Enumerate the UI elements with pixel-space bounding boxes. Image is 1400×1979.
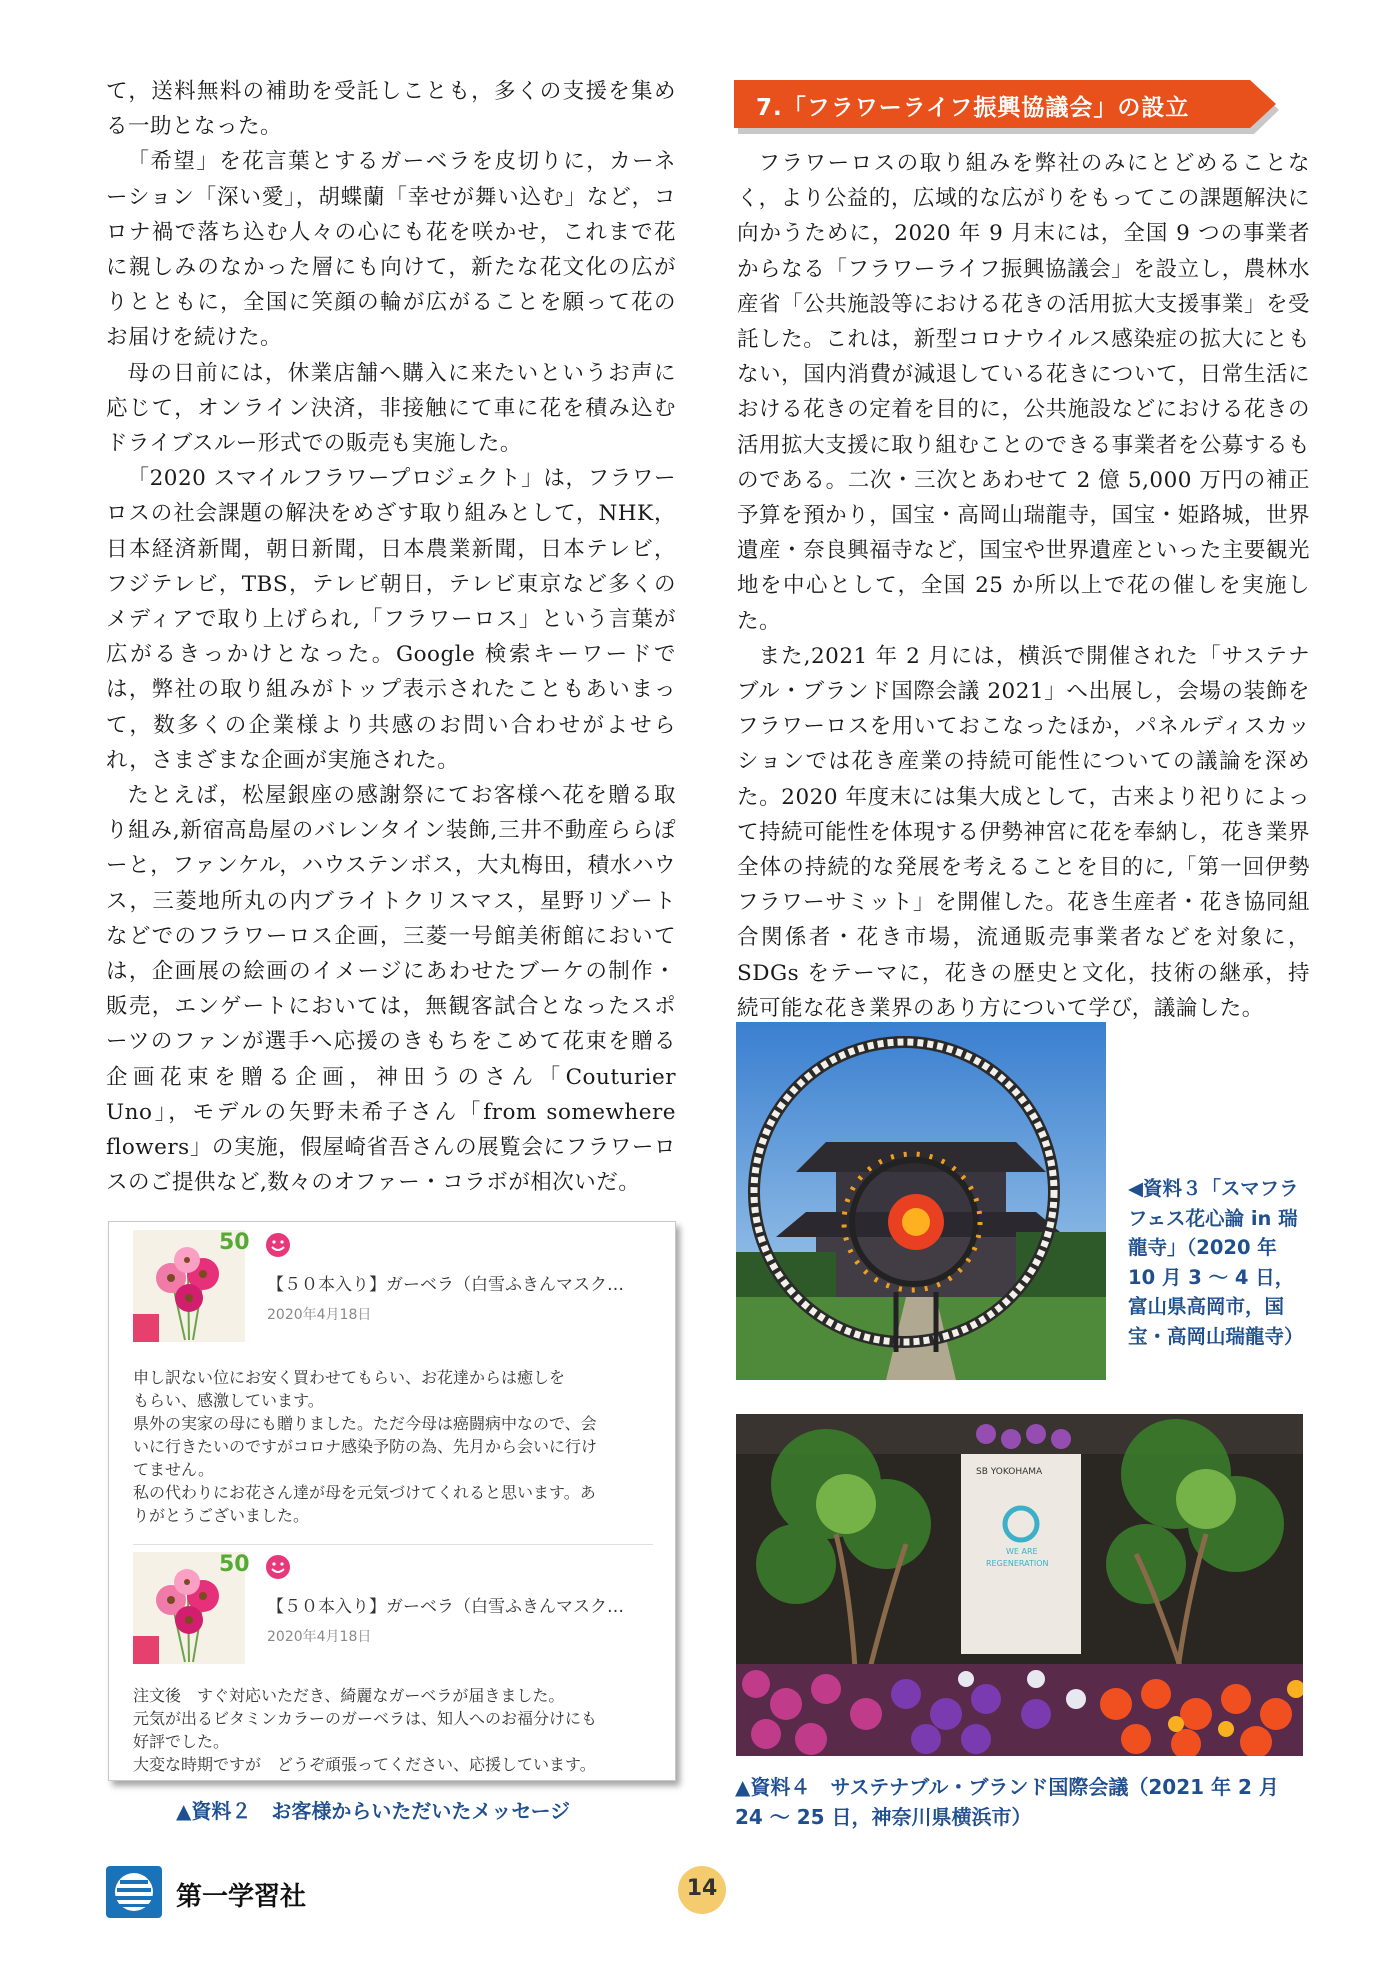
review-line: もらい、感激しています。 xyxy=(133,1391,324,1410)
review-body xyxy=(133,1684,663,1776)
left-paragraph-4: 「2020 スマイルフラワープロジェクト」は，フラワーロスの社会課題の解決をめざす取り組みとして，NHK，日本経済新聞，朝日新聞，日本農業新聞，日本テレビ，フジテレビ，TBS，テレビ朝日，テレビ東京など多くのメディアで取り上げられ,「フラワーロス」という言葉が広がるきっかけとなった。Google 検索キーワードでは，弊社の取り組みがトップ表示されたこともあいまって，数多くの企業様より共感のお問い合わせがよせられ，さまざまな企画が実施された。 xyxy=(106,466,676,773)
page-number-badge xyxy=(678,1866,726,1914)
review-line: りがとうございました。 xyxy=(133,1506,310,1525)
caption-material-4: ▲資料４ サステナブル・ブランド国際会議（2021 年 2 月 24 ～ 25 日，神奈川県横浜市） xyxy=(735,1775,1279,1829)
page-number: 14 xyxy=(686,1876,718,1901)
right-column xyxy=(737,146,1310,1026)
right-paragraph-2: また,2021 年 2 月には，横浜で開催された「サステナブル・ブランド国際会議 2021」へ出展し，会場の装飾をフラワーロスを用いておこなったほか，パネルディスカッションでは花き産業の持続可能性についての議論を深めた。2020 年度末には集大成として，古来より祀りによって持続可能性を体現する伊勢神宮に花を奉納し，花き業界全体の持続的な発展を考えることを目的に,「第一回伊勢フラワーサミット」を開催した。花き生産者・花き協同組合関係者・花き市場，流通販売事業者などを対象に，SDGs をテーマに，花きの歴史と文化，技術の継承，持続可能な花き業界のあり方について学び，議論した。 xyxy=(737,643,1310,1021)
photo-zuiryuji-flower-ring xyxy=(736,1022,1106,1380)
left-column xyxy=(106,74,676,1201)
review-product-name: 【５０本入り】ガーベラ（白雪ふきんマスク… xyxy=(267,1597,624,1617)
review-line: 元気が出るビタミンカラーのガーベラは、知人へのお福分けにも xyxy=(133,1709,598,1728)
right-paragraph-1: フラワーロスの取り組みを弊社のみにとどめることなく，より公益的，広域的な広がりをもってこの課題解決に向かうために，2020 年 9 月末には，全国 9 つの事業者からなる「フラワーライフ振興協議会」を設立し，農林水産省「公共施設等における花きの活用拡大支援事業」を受託した。これは，新型コロナウイルス感染症の拡大にともない，国内消費が減退している花きについて，日常生活における花きの定着を目的に，公共施設などにおける花きの活用拡大支援に取り組むことのできる事業者を公募するものである。二次・三次とあわせて 2 億 5,000 万円の補正予算を預かり，国宝・高岡山瑞龍寺，国宝・姫路城，世界遺産・奈良興福寺など，国宝や世界遺産といった主要観光地を中心として，全国 25 か所以上で花の催しを実施した。 xyxy=(737,151,1310,634)
review-rating: 50 xyxy=(219,1230,250,1255)
review-product-name: 【５０本入り】ガーベラ（白雪ふきんマスク… xyxy=(267,1275,624,1295)
review-line: いに行きたいのですがコロナ感染予防の為、先月から会いに行け xyxy=(133,1437,598,1456)
photo-sustainable-brands-booth xyxy=(736,1414,1303,1756)
left-paragraph-1: て，送料無料の補助を受託しことも，多くの支援を集める一助となった。 xyxy=(106,79,676,140)
left-paragraph-2: 「希望」を花言葉とするガーベラを皮切りに，カーネーション「深い愛」，胡蝶蘭「幸せが舞い込む」など，コロナ禍で落ち込む人々の心にも花を咲かせ，これまで花に親しみのなかった層にも向けて，新たな花文化の広がりとともに，全国に笑顔の輪が広がることを願って花のお届けを続けた。 xyxy=(106,149,676,351)
left-paragraph-3: 母の日前には，休業店舗へ購入に来たいというお声に応じて，オンライン決済，非接触にて車に花を積み込むドライブスルー形式での販売も実施した。 xyxy=(106,360,676,457)
review-date: 2020年4月18日 xyxy=(267,1307,372,1323)
caption-material-2: ▲資料２ お客様からいただいたメッセージ xyxy=(176,1799,571,1823)
caption-material-3: ◀資料３「スマフラフェス花心論 in 瑞龍寺」（2020 年 10 月 3 ～ 4 日，富山県高岡市，国宝・高岡山瑞龍寺） xyxy=(1128,1177,1304,1348)
review-line: 好評でした。 xyxy=(133,1732,230,1751)
footer-company-name: 第一学習社 xyxy=(176,1882,307,1912)
booth-sign-line2: REGENERATION xyxy=(986,1559,1049,1568)
smiley-icon xyxy=(265,1232,291,1262)
booth-sign-line1: WE ARE xyxy=(1006,1547,1038,1556)
review-line: てません。 xyxy=(133,1460,214,1479)
review-line: 私の代わりにお花さん達が母を元気づけてくれると思います。あ xyxy=(133,1483,596,1502)
review-line: 県外の実家の母にも贈りました。ただ今母は癌闘病中なので、会 xyxy=(133,1414,597,1433)
review-rating: 50 xyxy=(219,1552,250,1577)
booth-sign-title: SB YOKOHAMA xyxy=(976,1467,1043,1477)
section-heading xyxy=(734,80,1294,128)
review-date: 2020年4月18日 xyxy=(267,1629,372,1645)
customer-review-card xyxy=(108,1221,676,1781)
smiley-icon xyxy=(265,1554,291,1584)
company-logo xyxy=(106,1866,162,1922)
review-divider xyxy=(133,1544,653,1545)
review-line: 申し訳ない位にお安く買わせてもらい、お花達からは癒しを xyxy=(133,1368,566,1387)
left-paragraph-5: たとえば，松屋銀座の感謝祭にてお客様へ花を贈る取り組み,新宿高島屋のバレンタイン装飾,三井不動産ららぽーと，ファンケル，ハウステンボス，大丸梅田，積水ハウス，三菱地所丸の内ブライトクリスマス，星野リゾートなどでのフラワーロス企画，三菱一号館美術館においては，企画展の絵画のイメージにあわせたブーケの制作・販売，エンゲートにおいては，無観客試合となったスポーツのファンが選手へ応援のきもちをこめて花束を贈る企画花束を贈る企画，神田うのさん「Couturier Uno」，モデルの矢野未希子さん「from somewhere flowers」の実施，假屋崎省吾さんの展覧会にフラワーロスのご提供など,数々のオファー・コラボが相次いだ。 xyxy=(106,783,676,1196)
review-line: 大変な時期ですが どうぞ頑張ってください、応援しています。 xyxy=(133,1755,596,1774)
review-body xyxy=(133,1366,663,1527)
review-line: 注文後 すぐ対応いただき、綺麗なガーベラが届きました。 xyxy=(133,1686,565,1705)
section-heading-text: 7.「フラワーライフ振興協議会」の設立 xyxy=(756,95,1190,121)
